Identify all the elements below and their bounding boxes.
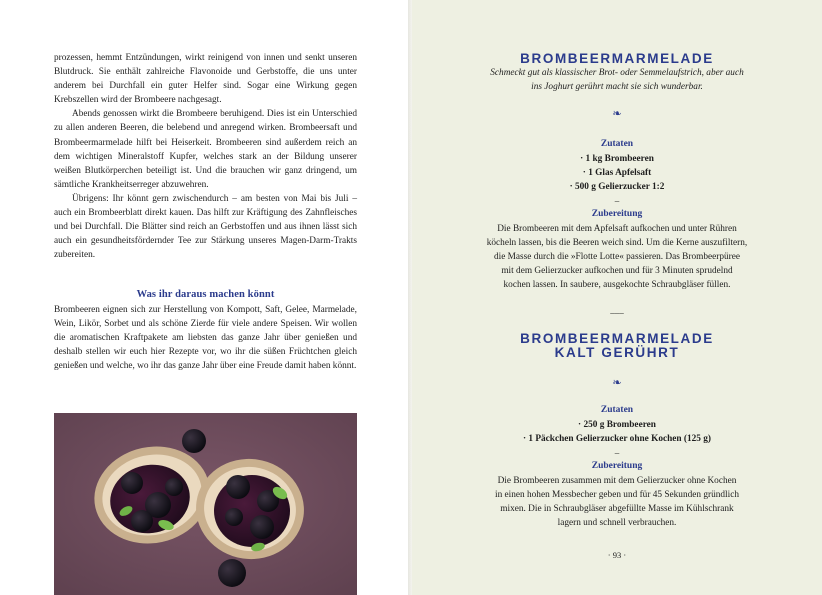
- preparation-line: mixen. Die in Schraubgläser abgefüllte Masse im Kühlschrank: [500, 504, 734, 514]
- separator: –––: [610, 308, 624, 318]
- ingredients-label: Zutaten: [600, 139, 634, 149]
- paragraph: prozessen, hemmt Entzündungen, wirkt reinigend von innen und senkt unseren Blutdruck. Sie enthält zahlreiche Flavonoide und Gerbstoffe, die uns unter anderem bei Durchfall ein guter Helfer sind. Sogar eine Wirkung gegen Krebszellen wird der Brombeere nachgesagt.: [54, 53, 357, 106]
- photo-illustration: [54, 413, 357, 595]
- recipe-title: BROMBEERMARMELADE: [520, 331, 714, 346]
- dash: –: [614, 196, 620, 206]
- preparation-line: Die Brombeeren zusammen mit dem Gelierzucker ohne Kochen: [497, 476, 737, 486]
- ingredients-label: Zutaten: [600, 405, 634, 415]
- ingredient-item: · 1 Glas Apfelsaft: [582, 168, 652, 178]
- dash: –: [614, 448, 620, 458]
- ingredient-item: · 250 g Brombeeren: [578, 420, 656, 430]
- section-heading: Was ihr daraus machen könnt: [136, 289, 275, 300]
- paragraph: Übrigens: Ihr könnt gern zwischendurch – am besten von Mai bis Juli – auch ein Brombeerblatt direkt kauen. Das hilft zur Kräftigung des Zahnfleisches und bei Durchfall. Die Blätter sind reich an Gerbstoffen und aus ihnen lässt sich auch ein gesundheitsfördernder Tee zur Stärkung unseres Magen-Darm-Trakts zubereiten.: [54, 193, 357, 261]
- preparation-line: Die Brombeeren mit dem Apfelsaft aufkochen und unter Rühren: [497, 224, 737, 234]
- loose-berry: [182, 429, 206, 453]
- preparation-line: köcheln lassen, bis die Beeren weich sind. Um die Kerne auszufiltern,: [486, 238, 748, 248]
- preparation-line: lagern und schnell verbrauchen.: [557, 518, 677, 528]
- body-text: [54, 51, 357, 262]
- recipe-subtitle: ins Joghurt gerührt macht sie sich wunderbar.: [531, 82, 703, 92]
- ingredient-item: · 1 kg Brombeeren: [580, 154, 654, 164]
- ingredient-item: · 1 Päckchen Gelierzucker ohne Kochen (125 g): [522, 434, 712, 444]
- preparation-line: die Masse durch die »Flotte Lotte« passieren. Das Brombeerpüree: [493, 252, 741, 262]
- recipe-title: BROMBEERMARMELADE: [520, 51, 714, 66]
- paragraph: Abends genossen wirkt die Brombeere beruhigend. Dies ist ein Unterschied zu allen anderen Beeren, die belebend und anregend wirken. Brombeersaft und Brombeermarmelade hilft bei Heiserkeit. Brombeeren sind außerdem reich an dem wichtigen Mineralstoff Kupfer, welches stark an der Bildung unserer weißen Blutkörperchen beteiligt ist. Und die brauchen wir ganz dringend, um sämtliche Krankheitserreger abzuwehren.: [54, 109, 357, 190]
- ornament-icon: ❧: [612, 377, 622, 389]
- section-text: Brombeeren eignen sich zur Herstellung von Kompott, Saft, Gelee, Marmelade, Wein, Likör, Sorbet und als schöne Zierde für viele andere Speisen. Wir wollen die aromatischen Kraftpakete am liebsten das ganze Jahr über genießen und deshalb stellen wir euch hier Rezepte vor, wo ihr die süßen Früchtchen gleich genießen und welche, wo ihr das ganze Jahr über eine Freude damit haben könnt.: [54, 305, 357, 372]
- preparation-label: Zubereitung: [591, 209, 643, 219]
- loose-berry: [218, 559, 246, 587]
- recipe-title: KALT GERÜHRT: [554, 345, 680, 360]
- ornament-icon: ❧: [612, 108, 622, 120]
- preparation-line: mit dem Gelierzucker aufkochen und für 3 Minuten sprudelnd: [501, 266, 733, 276]
- ingredient-item: · 500 g Gelierzucker 1:2: [569, 182, 665, 192]
- recipe-subtitle: Schmeckt gut als klassischer Brot- oder Semmelaufstrich, aber auch: [490, 68, 744, 78]
- page-number: · 93 ·: [607, 550, 627, 560]
- preparation-line: kochen lassen. In saubere, ausgekochte Schraubgläser füllen.: [503, 280, 731, 290]
- preparation-label: Zubereitung: [591, 461, 643, 471]
- preparation-line: in einen hohen Messbecher geben und für 45 Sekunden gründlich: [495, 490, 739, 500]
- blackberry-toast-photo: [54, 413, 357, 595]
